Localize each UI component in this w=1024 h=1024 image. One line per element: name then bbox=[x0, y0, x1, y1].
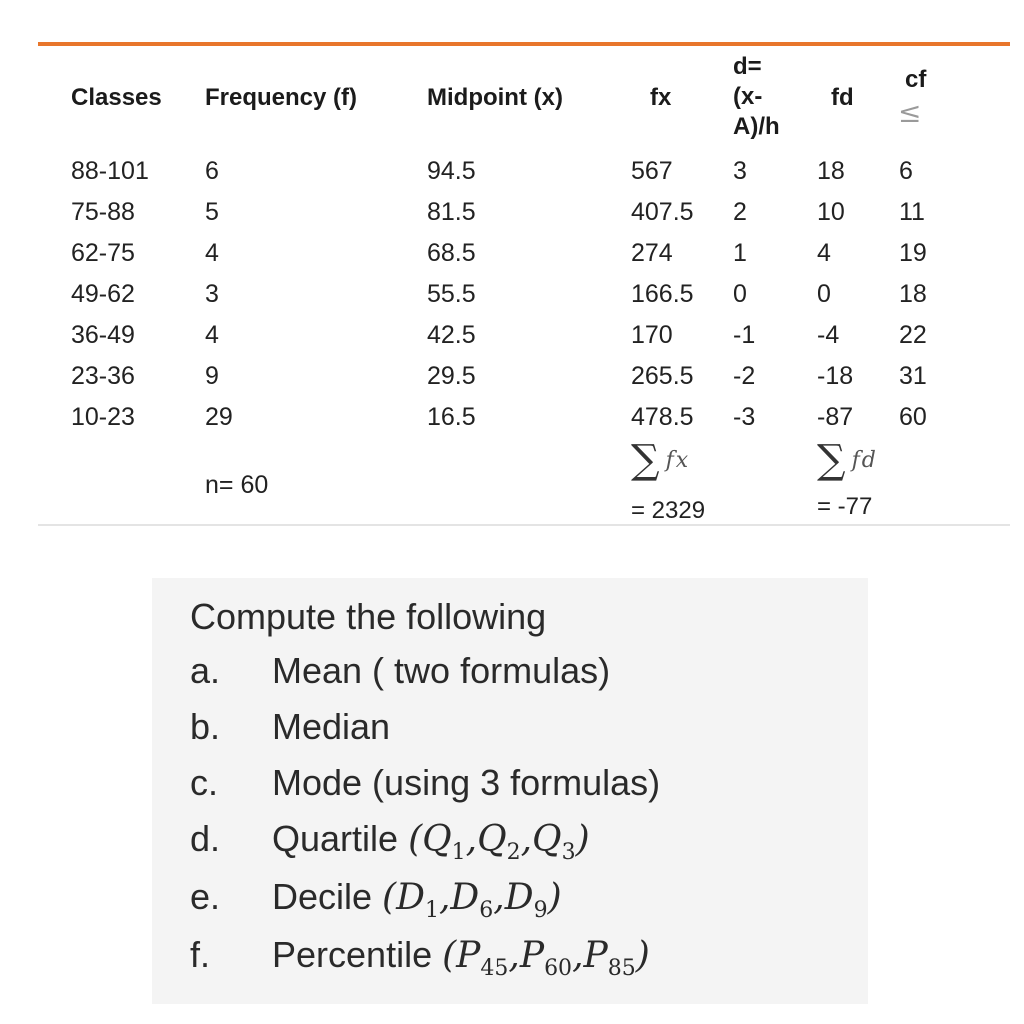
cell-classes: 49-62 bbox=[71, 280, 135, 308]
cell-frequency: 6 bbox=[205, 157, 219, 185]
header-fd: fd bbox=[831, 84, 854, 111]
cell-classes: 10-23 bbox=[71, 403, 135, 431]
cell-midpoint: 68.5 bbox=[427, 239, 476, 267]
quartile-formula: $(Q_1,Q_2,Q_3)$ bbox=[408, 819, 590, 866]
cell-fd: 4 bbox=[817, 239, 831, 267]
question-item bbox=[190, 650, 610, 692]
item-text: Mean ( two formulas) bbox=[272, 650, 611, 691]
question-item bbox=[190, 706, 390, 748]
item-letter: f. bbox=[190, 934, 211, 975]
item-letter: a. bbox=[190, 650, 221, 691]
question-item bbox=[190, 934, 650, 981]
cell-classes: 88-101 bbox=[71, 157, 149, 185]
cell-d: 0 bbox=[733, 280, 747, 308]
item-text: Mode (using 3 formulas) bbox=[272, 762, 661, 803]
header-fx: fx bbox=[650, 84, 672, 111]
cell-classes: 62-75 bbox=[71, 239, 135, 267]
sum-fd-total: = -77 bbox=[817, 493, 873, 520]
header-classes: Classes bbox=[71, 84, 162, 111]
item-text: Decile bbox=[272, 876, 383, 917]
header-frequency: Frequency (f) bbox=[205, 84, 358, 111]
question-item bbox=[190, 762, 660, 804]
header-d-line-2: (x- bbox=[733, 83, 763, 110]
cell-fd: -4 bbox=[817, 321, 840, 349]
cell-cf: 60 bbox=[899, 403, 927, 431]
decile-formula: $(D_1,D_6,D_9)$ bbox=[382, 877, 562, 924]
item-letter: b. bbox=[190, 706, 221, 747]
question-item bbox=[190, 818, 590, 865]
cell-frequency: 9 bbox=[205, 362, 219, 390]
header-d bbox=[733, 52, 780, 142]
item-text: Median bbox=[272, 706, 391, 747]
cell-fd: 10 bbox=[817, 198, 845, 226]
cell-midpoint: 16.5 bbox=[427, 403, 476, 431]
cell-midpoint: 55.5 bbox=[427, 280, 476, 308]
cell-midpoint: 81.5 bbox=[427, 198, 476, 226]
cell-frequency: 29 bbox=[205, 403, 233, 431]
cell-frequency: 4 bbox=[205, 239, 219, 267]
table-bottom-rule bbox=[38, 524, 1010, 526]
item-letter: e. bbox=[190, 876, 221, 917]
cell-fd: 18 bbox=[817, 157, 845, 185]
item-letter: d. bbox=[190, 818, 221, 859]
header-d-line-1: d= bbox=[733, 53, 762, 80]
header-cf: cf bbox=[905, 66, 927, 93]
cell-d: 1 bbox=[733, 239, 747, 267]
sum-fx-expression bbox=[631, 437, 691, 483]
cell-classes: 23-36 bbox=[71, 362, 135, 390]
header-midpoint: Midpoint (x) bbox=[427, 84, 563, 111]
cell-cf: 6 bbox=[899, 157, 913, 185]
cell-midpoint: 29.5 bbox=[427, 362, 476, 390]
sum-fd-variable: fd bbox=[851, 447, 878, 473]
percentile-formula: $(P_{45},P_{60},P_{85})$ bbox=[442, 935, 650, 982]
cell-cf: 31 bbox=[899, 362, 927, 390]
cell-classes: 75-88 bbox=[71, 198, 135, 226]
cell-d: -2 bbox=[733, 362, 756, 390]
less-equal-symbol: ≤ bbox=[898, 96, 922, 129]
sigma-symbol: ∑ bbox=[817, 437, 846, 483]
cell-fx: 274 bbox=[631, 239, 673, 267]
table-top-rule bbox=[38, 42, 1010, 46]
header-d-line-3: A)/h bbox=[733, 113, 780, 140]
total-n: n= 60 bbox=[205, 471, 269, 499]
question-item bbox=[190, 876, 562, 923]
cell-fd: 0 bbox=[817, 280, 831, 308]
sum-fx-total: = 2329 bbox=[631, 497, 706, 524]
cell-d: 2 bbox=[733, 198, 747, 226]
cell-classes: 36-49 bbox=[71, 321, 135, 349]
cell-d: -3 bbox=[733, 403, 756, 431]
item-text: Quartile bbox=[272, 818, 409, 859]
cell-frequency: 4 bbox=[205, 321, 219, 349]
cell-fx: 265.5 bbox=[631, 362, 694, 390]
cell-midpoint: 42.5 bbox=[427, 321, 476, 349]
cell-fd: -87 bbox=[817, 403, 854, 431]
cell-d: -1 bbox=[733, 321, 756, 349]
sigma-symbol: ∑ bbox=[631, 437, 660, 483]
cell-cf: 22 bbox=[899, 321, 927, 349]
cell-frequency: 5 bbox=[205, 198, 219, 226]
cell-cf: 18 bbox=[899, 280, 927, 308]
item-letter: c. bbox=[190, 762, 219, 803]
cell-fx: 567 bbox=[631, 157, 673, 185]
cell-cf: 11 bbox=[899, 198, 925, 226]
item-text: Percentile bbox=[272, 934, 443, 975]
cell-fx: 170 bbox=[631, 321, 673, 349]
sum-fx-variable: fx bbox=[665, 447, 691, 473]
cell-d: 3 bbox=[733, 157, 747, 185]
sum-fd-expression bbox=[817, 437, 878, 483]
cell-fx: 166.5 bbox=[631, 280, 694, 308]
cell-cf: 19 bbox=[899, 239, 927, 267]
cell-fx: 478.5 bbox=[631, 403, 694, 431]
cell-midpoint: 94.5 bbox=[427, 157, 476, 185]
cell-frequency: 3 bbox=[205, 280, 219, 308]
question-title: Compute the following bbox=[190, 596, 547, 637]
cell-fx: 407.5 bbox=[631, 198, 694, 226]
cell-fd: -18 bbox=[817, 362, 854, 390]
question-panel bbox=[152, 578, 868, 1004]
